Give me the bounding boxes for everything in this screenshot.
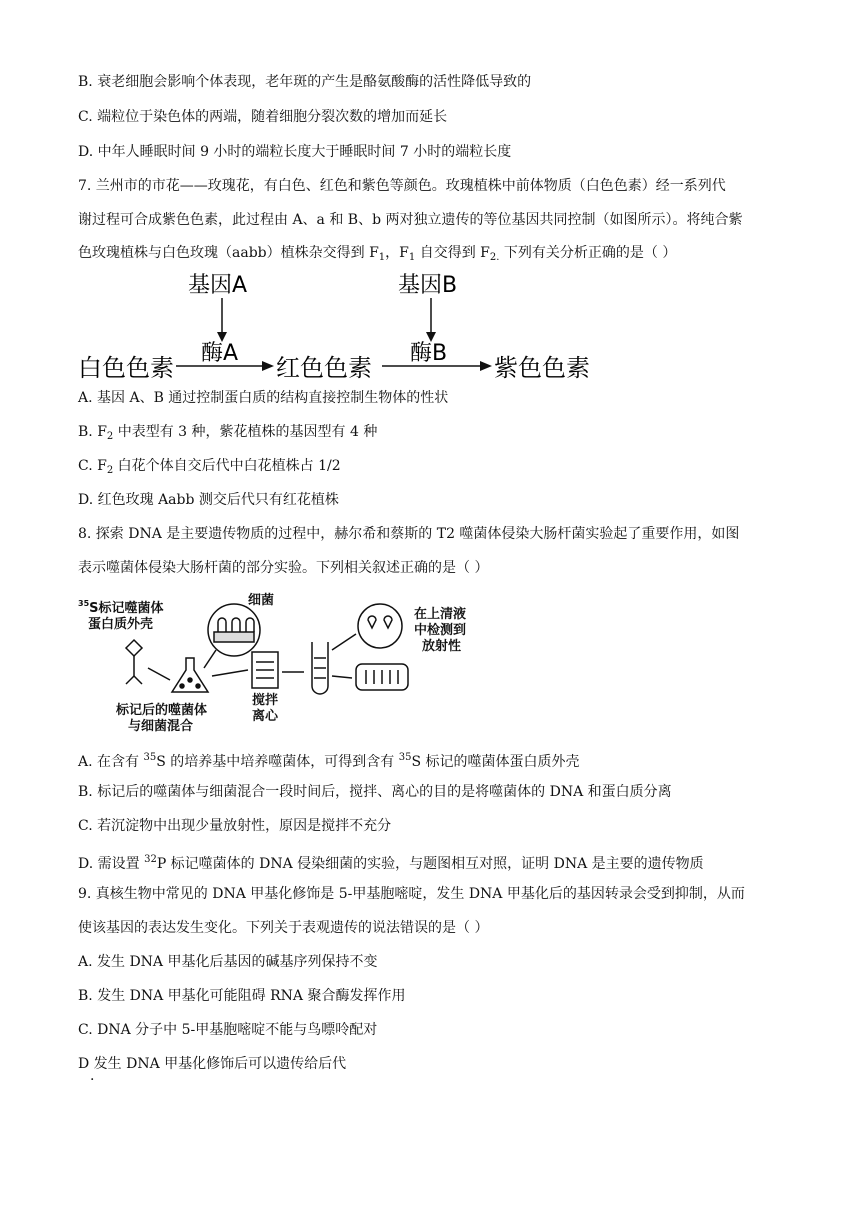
arrow-tube-to-supernatant [332, 634, 356, 650]
q9-stem-1: 9. 真核生物中常见的 DNA 甲基化修饰是 5-甲基胞嘧啶，发生 DNA 甲基化后的基因转录会受到抑制，从而 [78, 886, 745, 902]
q7-option-d: D. 红色玫瑰 Aabb 测交后代只有红花植株 [78, 492, 339, 508]
red-pigment-label: 红色色素 [276, 354, 372, 382]
q7-option-a: A. 基因 A、B 通过控制蛋白质的结构直接控制生物体的性状 [78, 390, 449, 406]
q8-option-b: B. 标记后的噬菌体与细菌混合一段时间后，搅拌、离心的目的是将噬菌体的 DNA 和蛋白质分离 [78, 784, 672, 800]
q9-option-c: C. DNA 分子中 5-甲基胞嘧啶不能与鸟嘌呤配对 [78, 1022, 378, 1038]
label-supernatant-1: 在上清液 [414, 607, 467, 622]
gene-a-label: 基因A [188, 273, 248, 298]
phage-experiment-diagram [76, 588, 476, 736]
arrow-phage-to-flask [148, 668, 170, 680]
q9-option-d: D 发生 DNA 甲基化修饰后可以遗传给后代 [78, 1056, 347, 1072]
enzyme-a-label: 酶A [201, 341, 239, 366]
q7-stem-2: 谢过程可合成紫色色素，此过程由 A、a 和 B、b 两对独立遗传的等位基因共同控制（如图所示）。将纯合紫 [78, 212, 743, 228]
q7-option-b: B. $F_2$ 中表型有 3 种，紫花植株的基因型有 4 种 [78, 424, 378, 442]
q9-stem-2: 使该基因的表达发生变化。下列关于表观遗传的说法错误的是（ ） [78, 920, 489, 936]
enzyme-b-label: 酶B [410, 341, 448, 366]
flask-icon [172, 658, 208, 692]
arrow-tube-to-pellet [332, 676, 352, 678]
label-supernatant-2: 中检测到 [414, 623, 467, 638]
label-protein-coat: 蛋白质外壳 [88, 617, 154, 632]
q8-stem-1: 8. 探索 DNA 是主要遗传物质的过程中，赫尔希和蔡斯的 T2 噬菌体侵染大肠杆菌实验起了重要作用，如图 [78, 526, 740, 542]
label-centrifuge: 离心 [252, 709, 279, 724]
q8-option-c: C. 若沉淀物中出现少量放射性，原因是搅拌不充分 [78, 818, 392, 834]
q8-stem-2: 表示噬菌体侵染大肠杆菌的部分实验。下列相关叙述正确的是（ ） [78, 560, 489, 576]
q8-option-a: A. 在含有 $^{35}$S 的培养基中培养噬菌体，可得到含有 $^{35}$S 标记的噬菌体蛋白质外壳 [78, 752, 580, 770]
white-pigment-label: 白色色素 [78, 354, 174, 382]
q6-option-c: C. 端粒位于染色体的两端，随着细胞分裂次数的增加而延长 [78, 109, 448, 125]
centrifuge-tube-icon [312, 642, 328, 694]
q7-option-c: C. $F_2$ 白花个体自交后代中白花植株占 1/2 [78, 458, 341, 476]
label-bacteria: 细菌 [248, 593, 275, 608]
label-mix-2: 与细菌混合 [128, 719, 194, 734]
arrowhead-white-to-red [262, 361, 274, 371]
q6-option-d: D. 中年人睡眠时间 9 小时的端粒长度大于睡眠时间 7 小时的端粒长度 [78, 144, 512, 160]
gene-b-label: 基因B [398, 273, 458, 298]
q8-option-d: D. 需设置 $^{32}$P 标记噬菌体的 DNA 侵染细菌的实验，与题图相互对照，证明 DNA 是主要的遗传物质 [78, 854, 704, 872]
arrowhead-red-to-purple [480, 361, 492, 371]
label-s35-phage: $^{35}$S标记噬菌体 [78, 599, 164, 616]
label-mix-1: 标记后的噬菌体 [116, 703, 208, 718]
arrow-flask-to-bacteria [204, 650, 216, 668]
label-stir: 搅拌 [252, 693, 279, 708]
pellet-magnified-icon [356, 664, 408, 690]
phage-icon [126, 640, 142, 684]
stray-dot: · [90, 1072, 95, 1088]
supernatant-magnified-icon [358, 604, 402, 648]
q7-stem-3: 色玫瑰植株与白色玫瑰（aabb）植株杂交得到 $F_1$，$F_1$ 自交得到 $F_{2.}$ 下列有关分析正确的是（ ） [78, 245, 677, 263]
bacteria-magnified-icon [208, 604, 260, 656]
q9-option-b: B. 发生 DNA 甲基化可能阻碍 RNA 聚合酶发挥作用 [78, 988, 406, 1004]
q7-stem-1: 7. 兰州市的市花——玫瑰花，有白色、红色和紫色等颜色。玫瑰植株中前体物质（白色色素）经一系列代 [78, 178, 726, 194]
label-supernatant-3: 放射性 [422, 639, 462, 654]
arrow-flask-to-blender [212, 670, 248, 676]
q6-option-b: B. 衰老细胞会影响个体表现，老年斑的产生是酪氨酸酶的活性降低导致的 [78, 74, 532, 90]
pigment-pathway-diagram [76, 266, 596, 386]
blender-icon [252, 652, 278, 688]
q9-option-a: A. 发生 DNA 甲基化后基因的碱基序列保持不变 [78, 954, 378, 970]
purple-pigment-label: 紫色色素 [494, 354, 590, 382]
